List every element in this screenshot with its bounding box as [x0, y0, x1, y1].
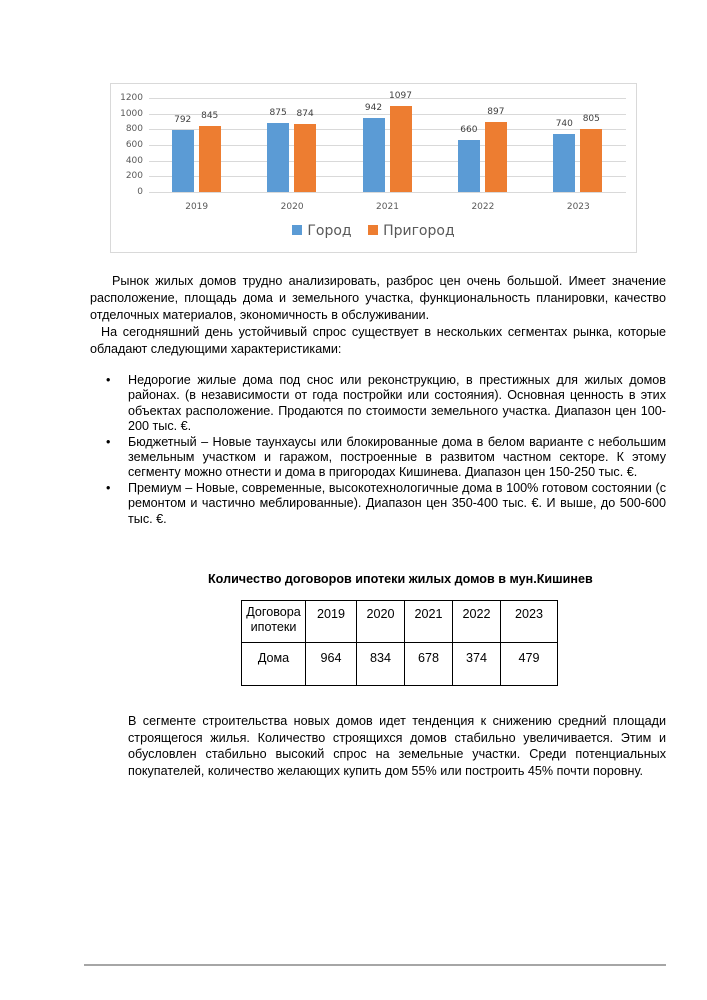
y-tick: 200: [125, 171, 143, 182]
bullet-icon: •: [106, 373, 111, 387]
bar-chart: [110, 83, 637, 253]
list-item: • Недорогие жилые дома под снос или реконструкцию, в престижных для жилых домов районах. (в независимости от года постройки или состояния). Основная ценность в этих объектах расположение. Продаются по стоимости земельного участка. Диапазон цен 100-200 тыс. €.: [106, 373, 666, 434]
bar-city: [172, 130, 194, 192]
y-tick: 0: [137, 187, 143, 197]
table-cell: 2020: [357, 601, 405, 643]
footer-divider: [84, 964, 666, 966]
bar-city: [553, 134, 575, 192]
data-label: 1097: [389, 91, 412, 102]
legend-item-city: Город: [292, 223, 351, 239]
data-label: 845: [201, 110, 219, 121]
x-tick: 2020: [280, 202, 304, 212]
chart-legend: [111, 223, 636, 239]
list-item: • Бюджетный – Новые таунхаусы или блокированные дома в белом варианте с небольшим земельным участком и гаражом, построенные в развитом частном секторе. К этому сегменту можно отнести и дома в пригородах Кишинева. Диапазон цен 150-250 тыс. €.: [106, 434, 666, 480]
table-cell: 2019: [306, 601, 357, 643]
table-title: Количество договоров ипотеки жилых домов в мун.Кишинев: [208, 572, 593, 586]
bar-suburb: [390, 106, 412, 192]
data-label: 875: [269, 108, 287, 119]
legend-item-suburb: Пригород: [368, 223, 455, 239]
y-tick: 600: [125, 140, 143, 150]
table-cell: 964: [306, 643, 357, 686]
gridline: [149, 192, 626, 193]
plot-area: [149, 91, 626, 212]
x-tick: 2021: [376, 202, 399, 212]
paragraph-construction: В сегменте строительства новых домов идет тенденция к снижению средний площади строящегося жилья. Количество строящихся домов стабильно увеличивается. Этим и обусловлен стабильно высокий спрос на земельные участки. Среди потенциальных покупателей, количество желающих купить дом 55% или построить 45% почти поровну.: [128, 714, 666, 778]
bar-suburb: [485, 122, 507, 192]
bar-city: [458, 140, 480, 192]
data-label: 660: [460, 125, 478, 136]
paragraph-market: Рынок жилых домов трудно анализировать, разброс цен очень большой. Имеет значение расположение, площадь дома и земельного участка, функциональность планировки, качество отделочных материалов, экономичность в обслуживании.: [90, 274, 666, 322]
bar-city: [267, 123, 289, 192]
x-tick: 2022: [471, 202, 495, 212]
paragraph-demand: На сегодняшний день устойчивый спрос существует в нескольких сегментах рынка, которые обладают следующими характеристиками:: [90, 325, 666, 356]
table-cell: 374: [453, 643, 501, 686]
table-cell: 678: [405, 643, 453, 686]
y-tick: 400: [125, 155, 143, 166]
data-label: 792: [174, 114, 192, 125]
legend-swatch-icon: [292, 225, 302, 235]
bar-suburb: [294, 124, 316, 192]
table-cell: 479: [501, 643, 558, 686]
y-tick: 1000: [120, 108, 143, 119]
data-label: 897: [487, 106, 505, 117]
list-item: • Премиум – Новые, современные, высокотехнологичные дома в 100% готовом состоянии (с ремонтом и частично меблированные). Диапазон цен 350-400 тыс. €. И выше, до 500-600 тыс. €.: [106, 480, 666, 526]
x-tick: 2019: [185, 202, 209, 212]
y-tick: 1200: [120, 93, 143, 103]
segment-list: [90, 373, 666, 527]
data-label: 740: [555, 119, 573, 130]
table-cell: Дома: [242, 643, 306, 686]
table-row: [242, 643, 558, 686]
bullet-icon: •: [106, 480, 111, 495]
mortgage-table: [241, 600, 558, 686]
bar-suburb: [580, 129, 602, 192]
bar-suburb: [199, 126, 221, 192]
table-cell: 2022: [453, 601, 501, 643]
table-cell: 2023: [501, 601, 558, 643]
data-label: 874: [296, 108, 314, 119]
table-header-row: [242, 601, 558, 643]
bullet-icon: •: [106, 434, 111, 449]
y-tick: 800: [125, 124, 143, 135]
x-tick: 2023: [566, 202, 590, 212]
bar-city: [363, 118, 385, 192]
data-label: 942: [364, 103, 383, 114]
table-cell: 2021: [405, 601, 453, 643]
data-label: 805: [582, 113, 600, 124]
legend-swatch-icon: [368, 225, 378, 235]
table-cell: Договора ипотеки: [242, 601, 306, 643]
table-cell: 834: [357, 643, 405, 686]
